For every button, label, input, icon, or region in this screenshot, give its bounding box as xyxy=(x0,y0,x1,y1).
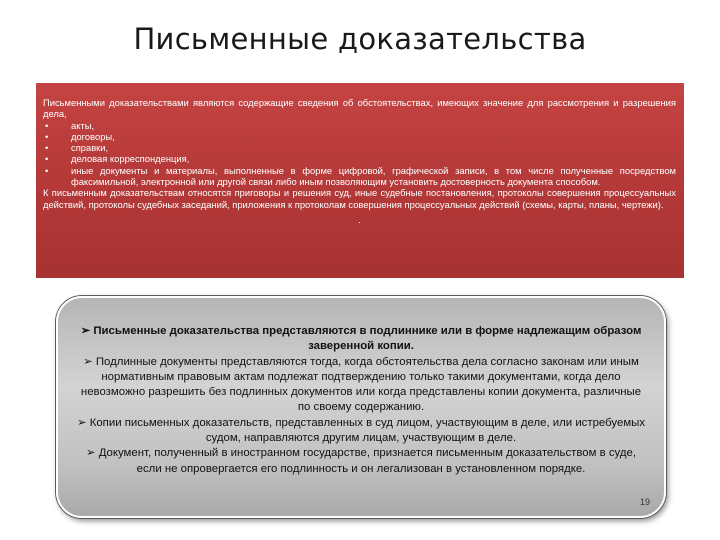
rule-text: Документ, полученный в иностранном государстве, признается письменным доказательством в суде, если не опровергается его подлинность и он легализован в установленном порядке. xyxy=(98,447,636,475)
bullet-icon: • xyxy=(45,164,49,176)
list-item-text: деловая корреспонденция, xyxy=(71,153,190,165)
list-item xyxy=(43,153,676,164)
arrow-bullet-icon: ➢ xyxy=(85,447,96,460)
list-item xyxy=(43,142,676,153)
rules-panel xyxy=(56,296,666,518)
page-number: 19 xyxy=(639,496,650,507)
slide-title: Письменные доказательства xyxy=(133,22,587,56)
separator-dot: . xyxy=(358,213,361,225)
definition-intro: Письменными доказательствами являются содержащие сведения об обстоятельствах, имеющих значение для рассмотрения и разрешения дела, xyxy=(43,97,676,120)
bullet-icon: • xyxy=(45,153,49,165)
list-item xyxy=(43,165,676,188)
list-item-text: договоры, xyxy=(71,130,115,142)
rule-text: Копии письменных доказательств, представленных в суд лицом, участвующим в деле, или истребуемых судом, направляются другим лицам, участвующим в деле. xyxy=(89,416,646,445)
arrow-bullet-icon: ➢ xyxy=(83,355,93,368)
definition-closing: К письменным доказательствам относятся приговоры и решения суд, иные судебные постановления, протоколы совершения процессуальных действий, протоколы судебных заседаний, приложения к протоколам совершения процессуальных действий (схемы, карты, планы, чертежи). xyxy=(43,187,676,210)
bullet-icon: • xyxy=(45,142,49,154)
rule-text: Подлинные документы представляются тогда, когда обстоятельства дела согласно законам или иным нормативным правовым актам подлежат подтверждению только такими документами, когда дело невозможно разрешить без подлинных документов или когда представлены копии документа, различные по своему содержанию. xyxy=(80,355,642,414)
rule-item xyxy=(76,355,646,416)
definition-panel xyxy=(36,83,684,278)
list-item-text: иные документы и материалы, выполненные в форме цифровой, графической записи, в том числе полученные посредством факсимильной, электронной или другой связи либо иным позволяющим установить достоверность документа способом. xyxy=(71,164,676,188)
list-item xyxy=(43,131,676,142)
bullet-icon: • xyxy=(45,119,49,131)
list-item-text: справки, xyxy=(71,142,109,154)
rule-item xyxy=(76,416,646,447)
rule-item xyxy=(76,446,646,477)
document-types-list xyxy=(43,120,676,188)
bullet-icon: • xyxy=(45,130,49,142)
list-item xyxy=(43,120,676,131)
rule-text: Письменные доказательства представляются в подлиннике или в форме надлежащим образом заверенной копии. xyxy=(93,325,642,353)
rule-item xyxy=(76,324,646,355)
list-item-text: акты, xyxy=(71,119,95,131)
arrow-bullet-icon: ➢ xyxy=(76,416,87,429)
arrow-bullet-icon: ➢ xyxy=(80,325,91,337)
